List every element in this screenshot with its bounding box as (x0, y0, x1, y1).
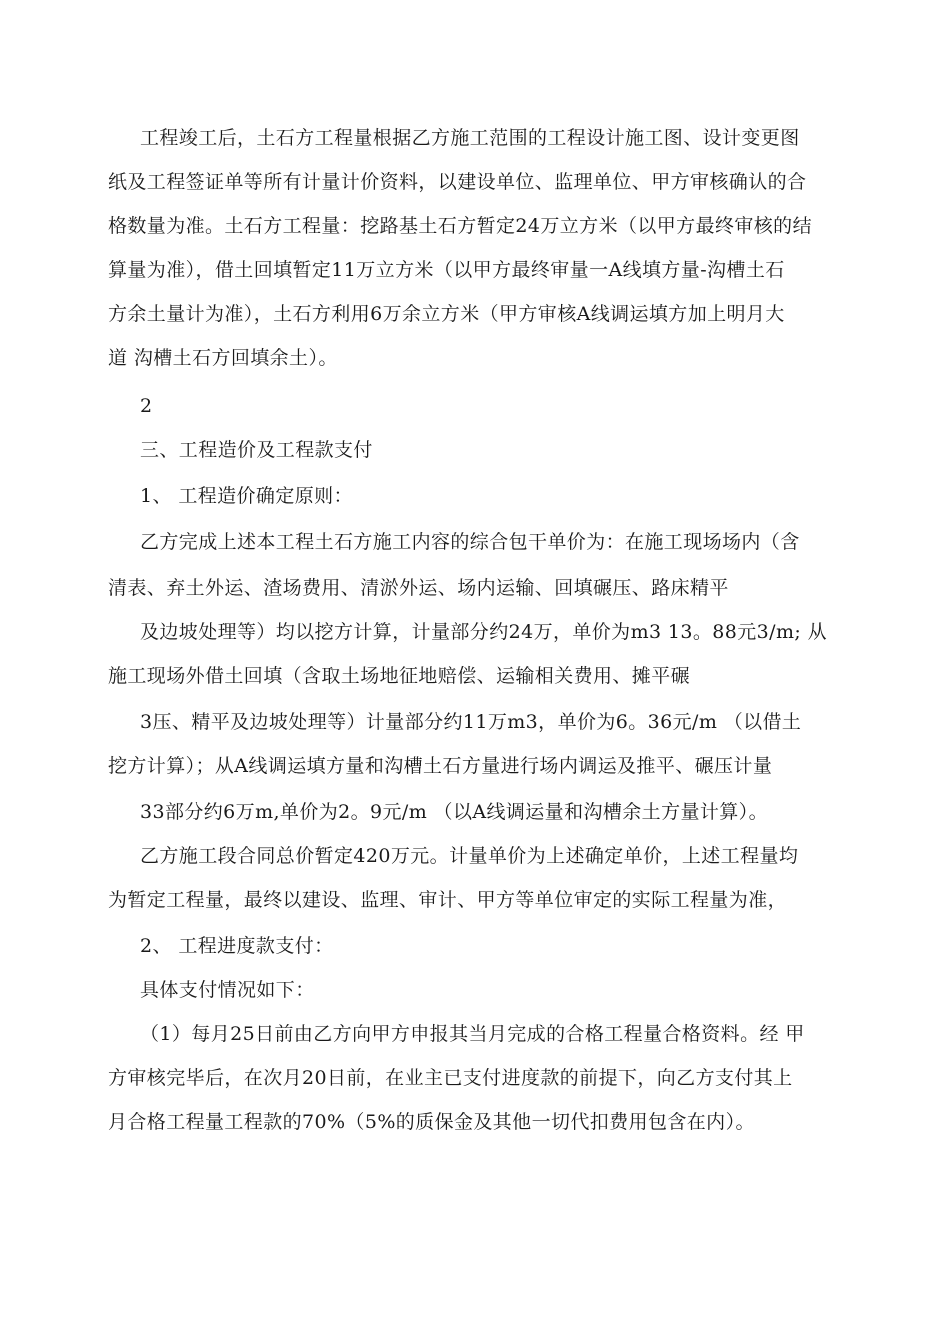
paragraph-1-line-6: 道 沟槽土石方回填余土）。 (108, 347, 338, 369)
paragraph-2-line-3: 及边坡处理等）均以挖方计算，计量部分约24万，单价为m3 13。88元3/m; 从 (140, 621, 828, 643)
paragraph-1-line-5: 方余土量计为准），土石方利用6万余立方米（甲方审核A线调运填方加上明月大 (108, 303, 785, 325)
paragraph-1-line-2: 纸及工程签证单等所有计量计价资料，以建设单位、监理单位、甲方审核确认的合 (108, 171, 807, 193)
subheading-2: 2、 工程进度款支付： (140, 935, 334, 957)
paragraph-5-line-1: （1）每月25日前由乙方向甲方申报其当月完成的合格工程量合格资料。经 甲 (140, 1023, 805, 1045)
paragraph-2-line-6: 挖方计算）；从A线调运填方量和沟槽土石方量进行场内调运及推平、碾压计量 (108, 755, 773, 777)
paragraph-4-line-1: 具体支付情况如下： (140, 979, 315, 1001)
page-number: 2 (140, 395, 153, 417)
paragraph-1-line-4: 算量为准），借土回填暂定11万立方米（以甲方最终审量一A线填方量-沟槽土石 (108, 259, 785, 281)
section-heading: 三、工程造价及工程款支付 (140, 439, 373, 461)
paragraph-2-line-1: 乙方完成上述本工程土石方施工内容的综合包干单价为：在施工现场场内（含 (140, 531, 800, 553)
paragraph-2-line-4: 施工现场外借土回填（含取土场地征地赔偿、运输相关费用、摊平碾 (108, 665, 691, 687)
paragraph-2-line-2: 清表、弃土外运、渣场费用、清淤外运、场内运输、回填碾压、路床精平 (108, 577, 729, 599)
paragraph-3-line-1: 乙方施工段合同总价暂定420万元。计量单价为上述确定单价，上述工程量均 (140, 845, 799, 867)
paragraph-1-line-3: 格数量为准。土石方工程量：挖路基土石方暂定24万立方米（以甲方最终审核的结 (108, 215, 812, 237)
paragraph-2-line-7: 33部分约6万m,单价为2。9元/m （以A线调运量和沟槽余土方量计算）。 (140, 801, 768, 823)
paragraph-1-line-1: 工程竣工后，土石方工程量根据乙方施工范围的工程设计施工图、设计变更图 (140, 127, 800, 149)
paragraph-3-line-2: 为暂定工程量，最终以建设、监理、审计、甲方等单位审定的实际工程量为准， (108, 889, 788, 911)
subheading-1: 1、 工程造价确定原则： (140, 485, 353, 507)
paragraph-5-line-2: 方审核完毕后，在次月20日前，在业主已支付进度款的前提下，向乙方支付其上 (108, 1067, 793, 1089)
paragraph-2-line-5: 3压、精平及边坡处理等）计量部分约11万m3，单价为6。36元/m （以借土 (140, 711, 802, 733)
paragraph-5-line-3: 月合格工程量工程款的70%（5%的质保金及其他一切代扣费用包含在内）。 (108, 1111, 755, 1133)
